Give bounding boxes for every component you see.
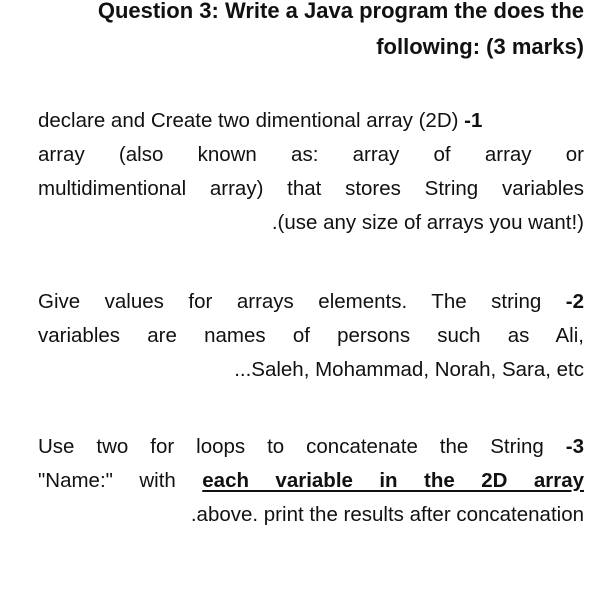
task-2-line-1-text: Give values for arrays elements. The string [38,290,542,313]
task-3-line-2-text: "Name:" with [38,469,203,492]
task-3-line-3: .above. print the results after concatenation [190,503,584,526]
task-2-line-3: ...Saleh, Mohammad, Norah, Sara, etc [234,358,584,381]
task-3-line-2 [38,464,584,498]
task-1-line-4: .(use any size of arrays you want!) [271,211,584,234]
task-2-line-2: variables are names of persons such as Ali, [38,324,584,347]
task-2-line-1 [38,285,584,319]
task-1-line-1 [38,104,584,138]
question-title-line-1: Question 3: Write a Java program the does the [97,0,584,23]
task-1-line-1-text: declare and Create two dimentional array (2D) [38,109,459,132]
task-2-number: -2 [565,290,585,313]
task-3-line-1 [38,430,584,464]
task-3-number: -3 [565,435,584,458]
task-1-line-3: multidimentional array) that stores String variables [38,177,584,200]
task-item-2 [38,285,584,387]
task-item-1 [38,104,584,240]
task-1-number: -1 [464,109,483,132]
task-3-emphasis: each variable in the 2D array [202,469,585,492]
task-1-line-2: array (also known as: array of array or [38,143,584,166]
question-title-line-2: following: (3 marks) [376,34,584,59]
task-item-3 [38,430,584,532]
task-3-line-1-text: Use two for loops to concatenate the String [38,435,544,458]
